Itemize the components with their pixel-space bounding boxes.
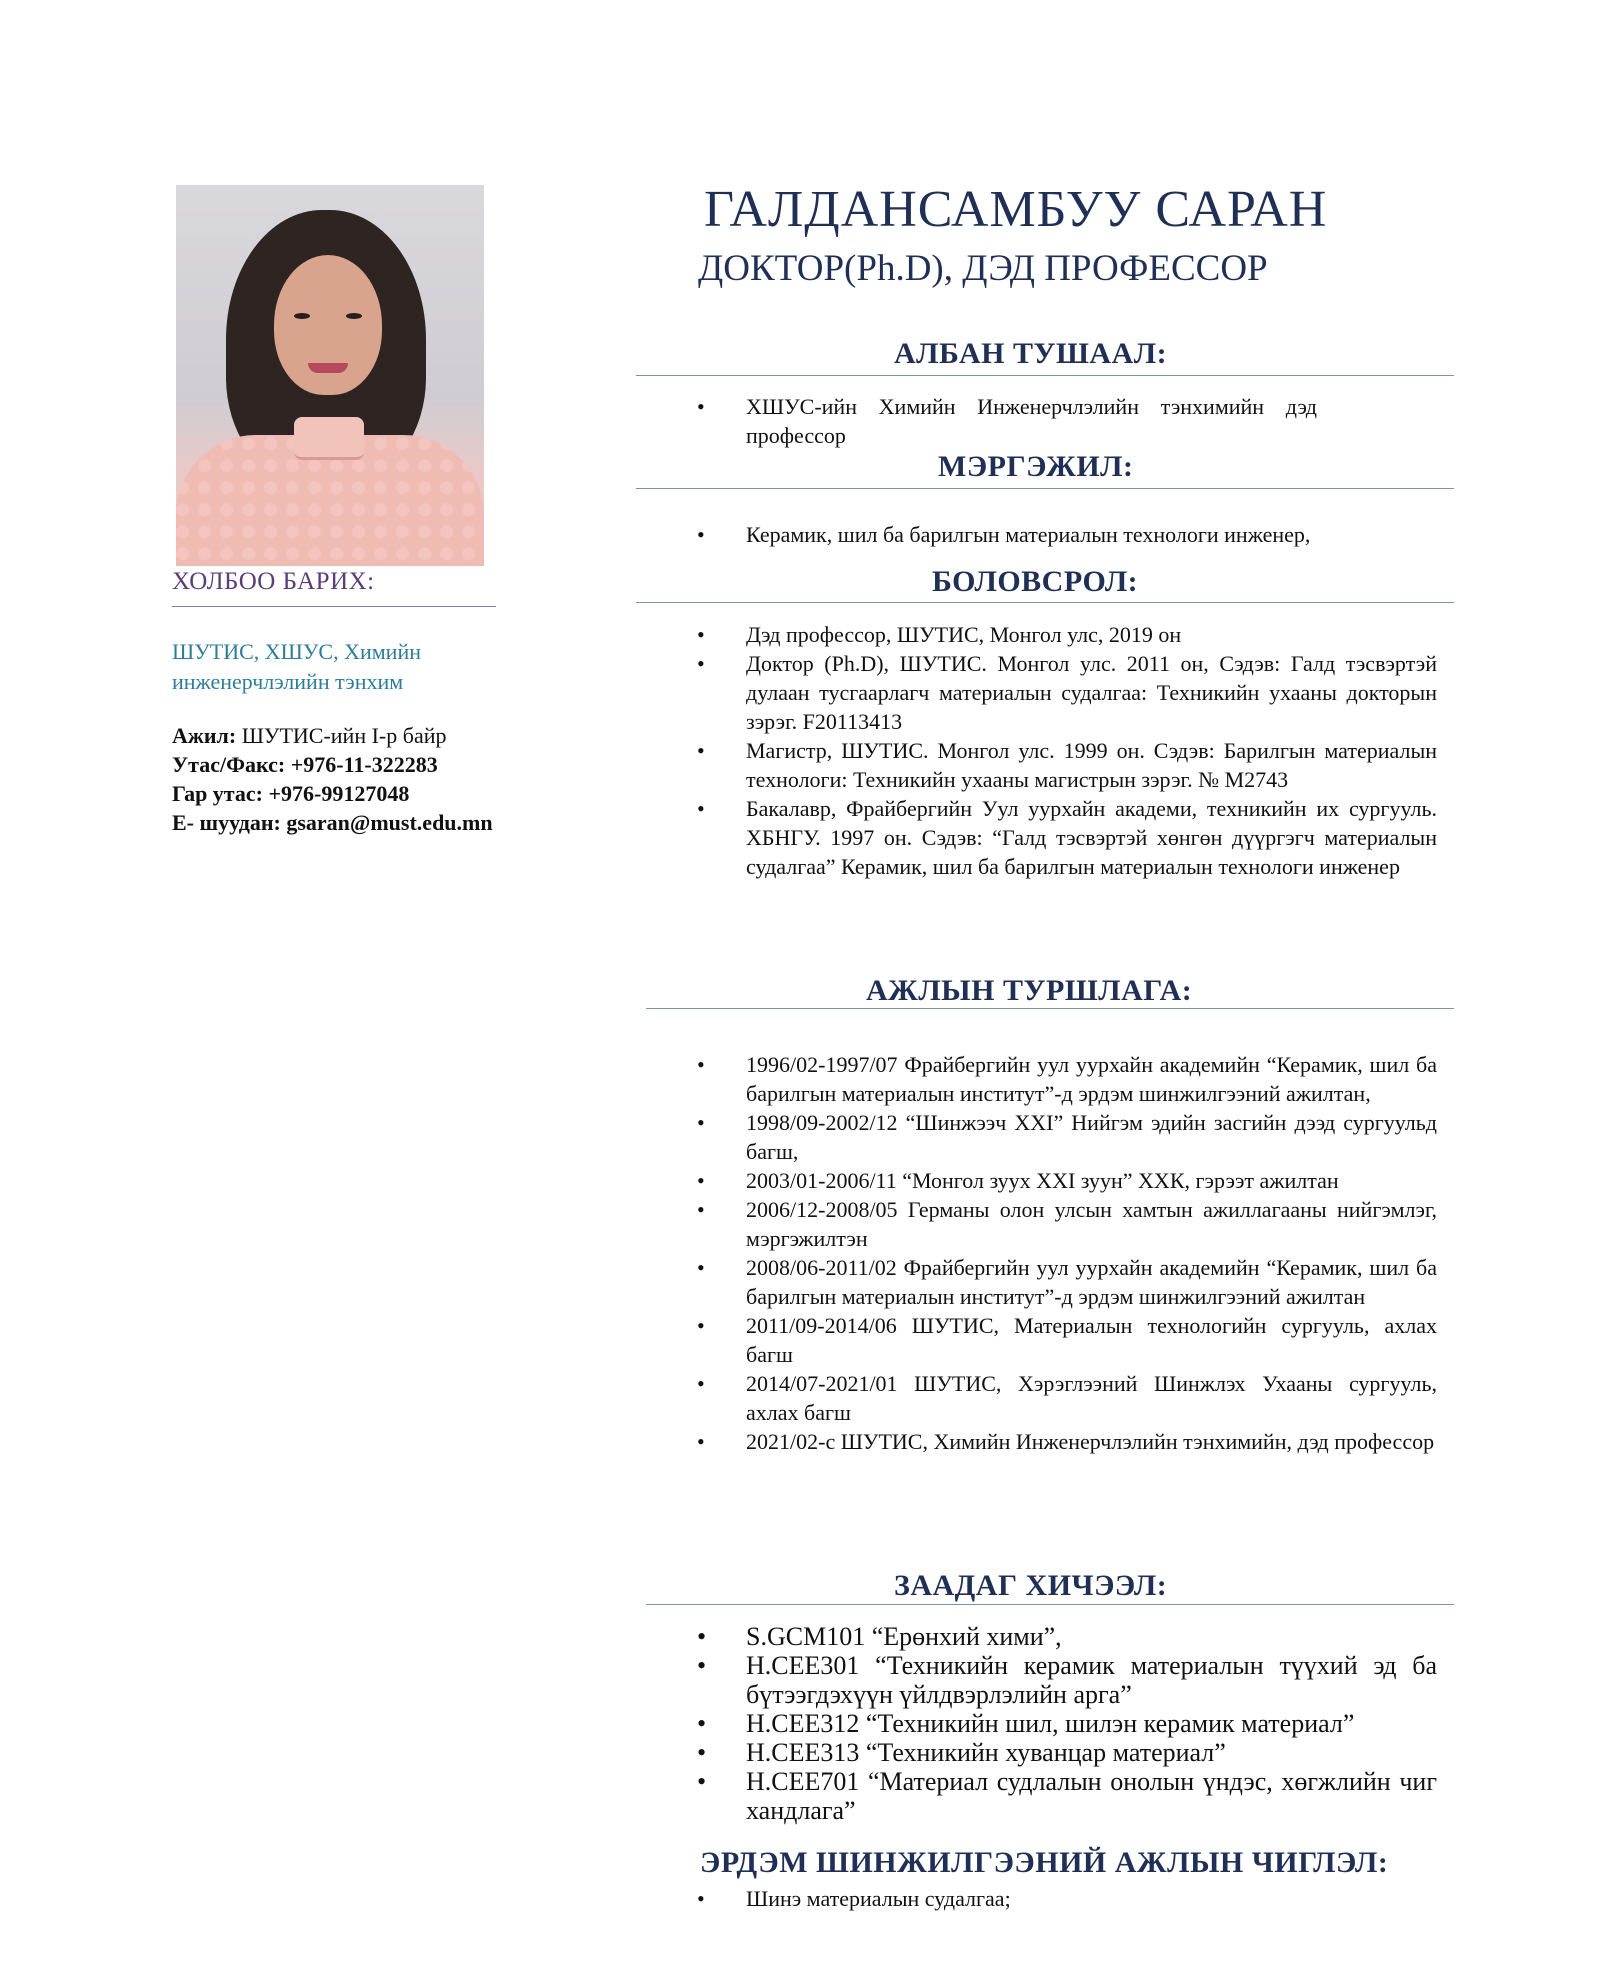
- list-item: • S.GCM101 “Ерөнхий хими”,: [697, 1622, 1437, 1651]
- section-rule-education: [636, 602, 1454, 603]
- list-item: • Керамик, шил ба барилгын материалын технологи инженер,: [697, 520, 1437, 549]
- list-item: • H.CEE313 “Техникийн хуванцар материал”: [697, 1738, 1437, 1767]
- photo-collar: [294, 417, 364, 460]
- list-item: • Бакалавр, Фрайбергийн Уул уурхайн академи, техникийн их сургууль. ХБНГУ. 1997 он. Сэдэв: “Галд тэсвэртэй хөнгөн дүүргэгч материалын судалгаа” Керамик, шил ба барилгын материалын технологи инженер: [697, 794, 1437, 881]
- photo-eye-left: [294, 313, 310, 319]
- list-item: • Магистр, ШУТИС. Монгол улс. 1999 он. Сэдэв: Барилгын материалын технологи: Техникийн ухааны магистрын зэрэг. № M2743: [697, 736, 1437, 794]
- list-item: • Дэд профессор, ШУТИС, Монгол улс, 2019 он: [697, 620, 1437, 649]
- list-item: • 1996/02-1997/07 Фрайбергийн уул уурхайн академийн “Керамик, шил ба барилгын материалын институт”-д эрдэм шинжилгээний ажилтан,: [697, 1050, 1437, 1108]
- list-item: • H.CEE701 “Материал судлалын онолын үндэс, хөгжлийн чиг хандлага”: [697, 1767, 1437, 1825]
- section-title-education: БОЛОВСРОЛ:: [932, 565, 1139, 598]
- list-item: • 2021/02-с ШУТИС, Химийн Инженерчлэлийн тэнхимийн, дэд профессор: [697, 1427, 1437, 1456]
- phone-fax-value: +976-11-322283: [285, 752, 438, 777]
- section-title-profession: МЭРГЭЖИЛ:: [938, 450, 1134, 483]
- list-item: • H.CEE301 “Техникийн керамик материалын түүхий эд ба бүтээгдэхүүн үйлдвэрлэлийн арга”: [697, 1651, 1437, 1709]
- photo-face: [274, 255, 382, 395]
- section-title-courses: ЗААДАГ ХИЧЭЭЛ:: [894, 1569, 1168, 1602]
- list-item: • Доктор (Ph.D), ШУТИС. Монгол улс. 2011 он, Сэдэв: Галд тэсвэртэй дулаан тусгаарлагч материалын судалгаа: Техникийн ухааны докторын зэрэг. F20113413: [697, 649, 1437, 736]
- department-line-1: ШУТИС, ХШУС, Химийн: [172, 639, 422, 664]
- position-list: [697, 392, 1317, 450]
- work-value: ШУТИС-ийн I-р байр: [236, 723, 447, 748]
- list-item: • ХШУС-ийн Химийн Инженерчлэлийн тэнхимийн дэд профессор: [697, 392, 1317, 450]
- email-label: Е- шуудан:: [172, 810, 281, 835]
- photo-eye-right: [346, 313, 362, 319]
- department: [172, 637, 492, 697]
- person-degree: ДОКТОР(Ph.D), ДЭД ПРОФЕССОР: [698, 248, 1268, 289]
- section-rule-experience: [646, 1008, 1454, 1009]
- section-title-experience: АЖЛЫН ТУРШЛАГА:: [866, 974, 1193, 1007]
- education-list: [697, 620, 1437, 881]
- phone-fax-label: Утас/Факс:: [172, 752, 286, 777]
- list-item: • Шинэ материалын судалгаа;: [697, 1884, 1437, 1913]
- email-value[interactable]: gsaran@must.edu.mn: [280, 810, 493, 835]
- profile-photo: [176, 185, 484, 566]
- mobile-value: +976-99127048: [262, 781, 410, 806]
- section-rule-courses: [646, 1604, 1454, 1605]
- list-item: • 2003/01-2006/11 “Монгол зуух XXI зуун” ХХК, гэрээт ажилтан: [697, 1166, 1437, 1195]
- section-rule-position: [636, 375, 1454, 376]
- contact-email: [172, 808, 493, 837]
- section-rule-profession: [636, 488, 1454, 489]
- list-item: • H.CEE312 “Техникийн шил, шилэн керамик материал”: [697, 1709, 1437, 1738]
- department-line-2: инженерчлэлийн тэнхим: [172, 669, 404, 694]
- section-title-position: АЛБАН ТУШААЛ:: [894, 337, 1168, 370]
- profession-list: [697, 520, 1437, 549]
- photo-mouth: [308, 363, 348, 373]
- experience-list: [697, 1050, 1437, 1456]
- contact-details: [172, 721, 493, 837]
- contact-phone-fax: [172, 750, 493, 779]
- list-item: • 2011/09-2014/06 ШУТИС, Материалын технологийн сургууль, ахлах багш: [697, 1311, 1437, 1369]
- person-name: ГАЛДАНСАМБУУ САРАН: [704, 181, 1328, 238]
- list-item: • 2006/12-2008/05 Германы олон улсын хамтын ажиллагааны нийгэмлэг, мэргэжилтэн: [697, 1195, 1437, 1253]
- section-title-research: ЭРДЭМ ШИНЖИЛГЭЭНИЙ АЖЛЫН ЧИГЛЭЛ:: [700, 1846, 1389, 1879]
- list-item: • 2008/06-2011/02 Фрайбергийн уул уурхайн академийн “Керамик, шил ба барилгын материалын институт”-д эрдэм шинжилгээний ажилтан: [697, 1253, 1437, 1311]
- contact-mobile: [172, 779, 493, 808]
- contact-heading: ХОЛБОО БАРИХ:: [172, 568, 375, 595]
- contact-divider: [172, 606, 496, 607]
- work-label: Ажил:: [172, 723, 237, 748]
- courses-list: [697, 1622, 1437, 1825]
- list-item: • 2014/07-2021/01 ШУТИС, Хэрэглээний Шинжлэх Ухааны сургууль, ахлах багш: [697, 1369, 1437, 1427]
- mobile-label: Гар утас:: [172, 781, 263, 806]
- contact-work: [172, 721, 493, 750]
- list-item: • 1998/09-2002/12 “Шинжээч XXI” Нийгэм эдийн засгийн дээд сургуульд багш,: [697, 1108, 1437, 1166]
- research-list: [697, 1884, 1437, 1913]
